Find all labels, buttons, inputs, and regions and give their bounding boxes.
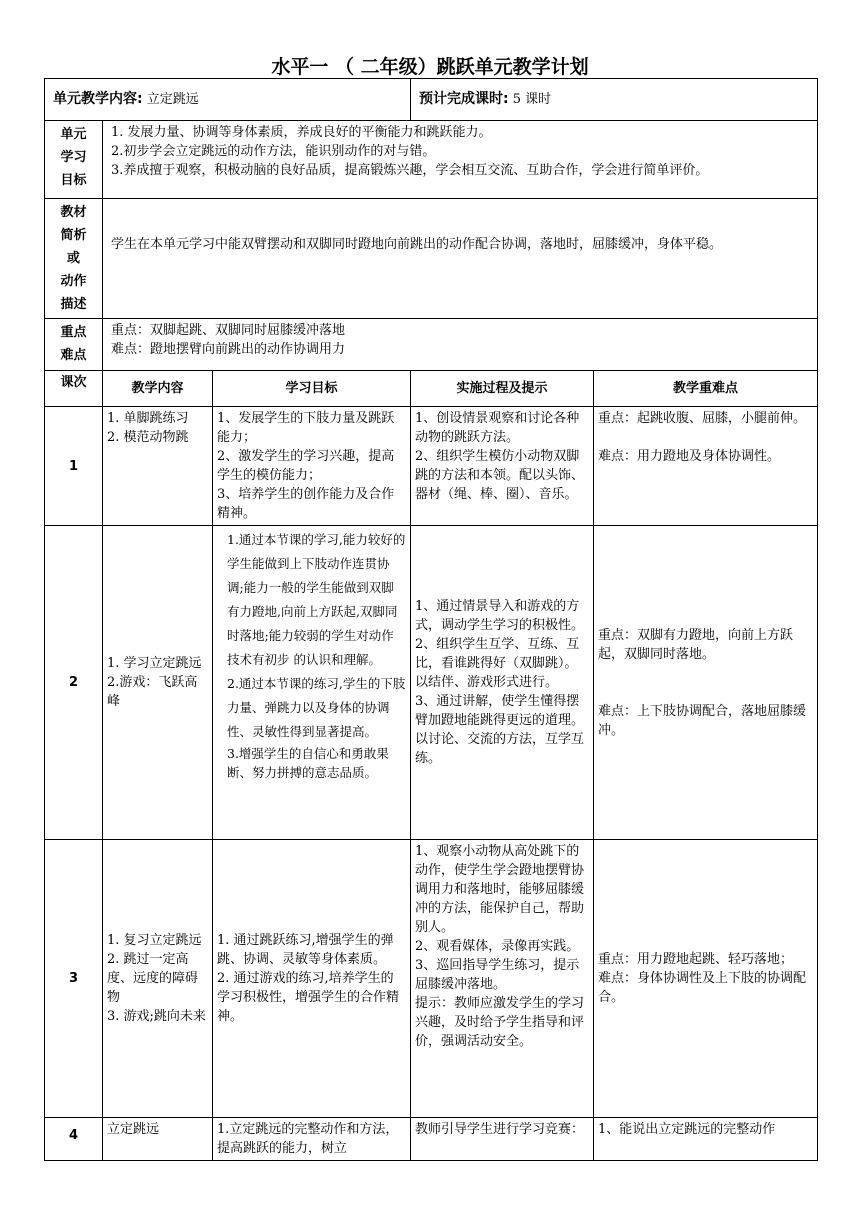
materials-row <box>45 199 818 319</box>
lesson-goals: 1. 通过跳跃练习,增强学生的弹跳、协调、灵敏等身体素质。 2. 通过游戏的练习,培养学生的学习积极性，增强学生的合作精神。 <box>213 840 411 1118</box>
lesson-row <box>45 407 818 526</box>
lesson-row <box>45 840 818 1118</box>
lesson-process: 1、通过情景导入和游戏的方式，调动学生学习的积极性。 2、组织学生互学、互练、互比，看谁跳得好（双脚跳）。以结伴、游戏形式进行。 3、通过讲解，使学生懂得摆臂加蹬地能跳得更远的道理。以讨论、交流的方法，互学互练。 <box>411 526 594 840</box>
lesson-key: 重点：双脚有力蹬地，向前上方跃起，双脚同时落地。 难点：上下肢协调配合，落地屈膝缓冲。 <box>594 526 818 840</box>
content-label: 单元教学内容: <box>53 91 143 107</box>
lesson-goals: 1.通过本节课的学习,能力较好的学生能做到上下肢动作连贯协调;能力一般的学生能做到双脚有力蹬地,向前上方跃起,双脚同时落地;能力较弱的学生对动作技术有初步 的认识和理解。 2.通过本节课的练习,学生的下肢力量、弹跳力以及身体的协调性、灵敏性得到显著提高。 3.增强学生的自信心和勇敢果断、努力拼搏的意志品质。 <box>213 526 411 840</box>
keypoints-row <box>45 319 818 371</box>
materials-text: 学生在本单元学习中能双臂摆动和双脚同时蹬地向前跳出的动作配合协调，落地时，屈膝缓冲，身体平稳。 <box>103 199 818 319</box>
lesson-key: 1、能说出立定跳远的完整动作 <box>594 1118 818 1161</box>
lesson-content: 1. 单脚跳练习 2. 模范动物跳 <box>103 407 213 526</box>
lesson-row <box>45 1118 818 1161</box>
col-header-goals: 学习目标 <box>213 371 411 407</box>
lesson-process: 1、创设情景观察和讨论各种动物的跳跃方法。 2、组织学生模仿小动物双脚跳的方法和本领。配以头饰、器材（绳、棒、圈）、音乐。 <box>411 407 594 526</box>
lesson-content: 1. 学习立定跳远 2.游戏：飞跃高峰 <box>103 526 213 840</box>
goals-row <box>45 121 818 199</box>
col-header-process: 实施过程及提示 <box>411 371 594 407</box>
page-title: 水平一 （ 二年级）跳跃单元教学计划 <box>271 56 589 78</box>
materials-label: 教材 简析 或 动作 描述 <box>45 199 103 319</box>
column-header-row <box>45 371 818 407</box>
lesson-process: 教师引导学生进行学习竞赛： <box>411 1118 594 1161</box>
hours-value: 5 课时 <box>512 92 552 107</box>
lesson-number: 2 <box>45 526 103 840</box>
lesson-row <box>45 526 818 840</box>
lesson-content: 立定跳远 <box>103 1118 213 1161</box>
lesson-process: 1、观察小动物从高处跳下的动作，使学生学会蹬地摆臂协调用力和落地时，能够屈膝缓冲的方法，能保护自己，帮助别人。 2、观看媒体，录像再实践。 3、巡回指导学生练习，提示屈膝缓冲落地。 提示：教师应激发学生的学习兴趣，及时给予学生指导和评价，强调活动安全。 <box>411 840 594 1118</box>
goal-line: 3.养成擅于观察，积极动脑的良好品质，提高锻炼兴趣，学会相互交流、互助合作，学会进行简单评价。 <box>111 163 709 178</box>
content-value: 立定跳远 <box>146 92 199 107</box>
lesson-goals: 1、发展学生的下肢力量及跳跃能力； 2、激发学生的学习兴趣，提高学生的模仿能力； 3、培养学生的创作能力及合作精神。 <box>213 407 411 526</box>
unit-plan-table <box>44 78 818 1161</box>
lesson-key: 重点：起跳收腹、屈膝，小腿前伸。 难点：用力蹬地及身体协调性。 <box>594 407 818 526</box>
lesson-key: 重点：用力蹬地起跳、轻巧落地； 难点：身体协调性及上下肢的协调配合。 <box>594 840 818 1118</box>
keypoints-label: 重点 难点 <box>45 319 103 371</box>
lesson-content: 1. 复习立定跳远 2. 跳过一定高度、远度的障碍物 3. 游戏;跳向未来 <box>103 840 213 1118</box>
goal-line: 2.初步学会立定跳远的动作方法，能识别动作的对与错。 <box>111 144 436 159</box>
header-row <box>45 79 818 121</box>
goals-text <box>103 121 818 199</box>
col-header-content: 教学内容 <box>103 371 213 407</box>
lesson-number: 1 <box>45 407 103 526</box>
hours-label: 预计完成课时: <box>419 91 509 107</box>
keypoints-text: 重点：双脚起跳、双脚同时屈膝缓冲落地 难点：蹬地摆臂向前跳出的动作协调用力 <box>103 319 818 371</box>
hours-cell <box>411 79 818 121</box>
goals-label: 单元 学习 目标 <box>45 121 103 199</box>
goal-line: 1. 发展力量、协调等身体素质，养成良好的平衡能力和跳跃能力。 <box>111 125 492 140</box>
col-header-key: 教学重难点 <box>594 371 818 407</box>
lesson-goals: 1.立定跳远的完整动作和方法，提高跳跃的能力，树立 <box>213 1118 411 1161</box>
lesson-number: 4 <box>45 1118 103 1161</box>
content-cell <box>45 79 411 121</box>
lesson-number: 3 <box>45 840 103 1118</box>
col-header-lesson: 课次 <box>45 371 103 407</box>
